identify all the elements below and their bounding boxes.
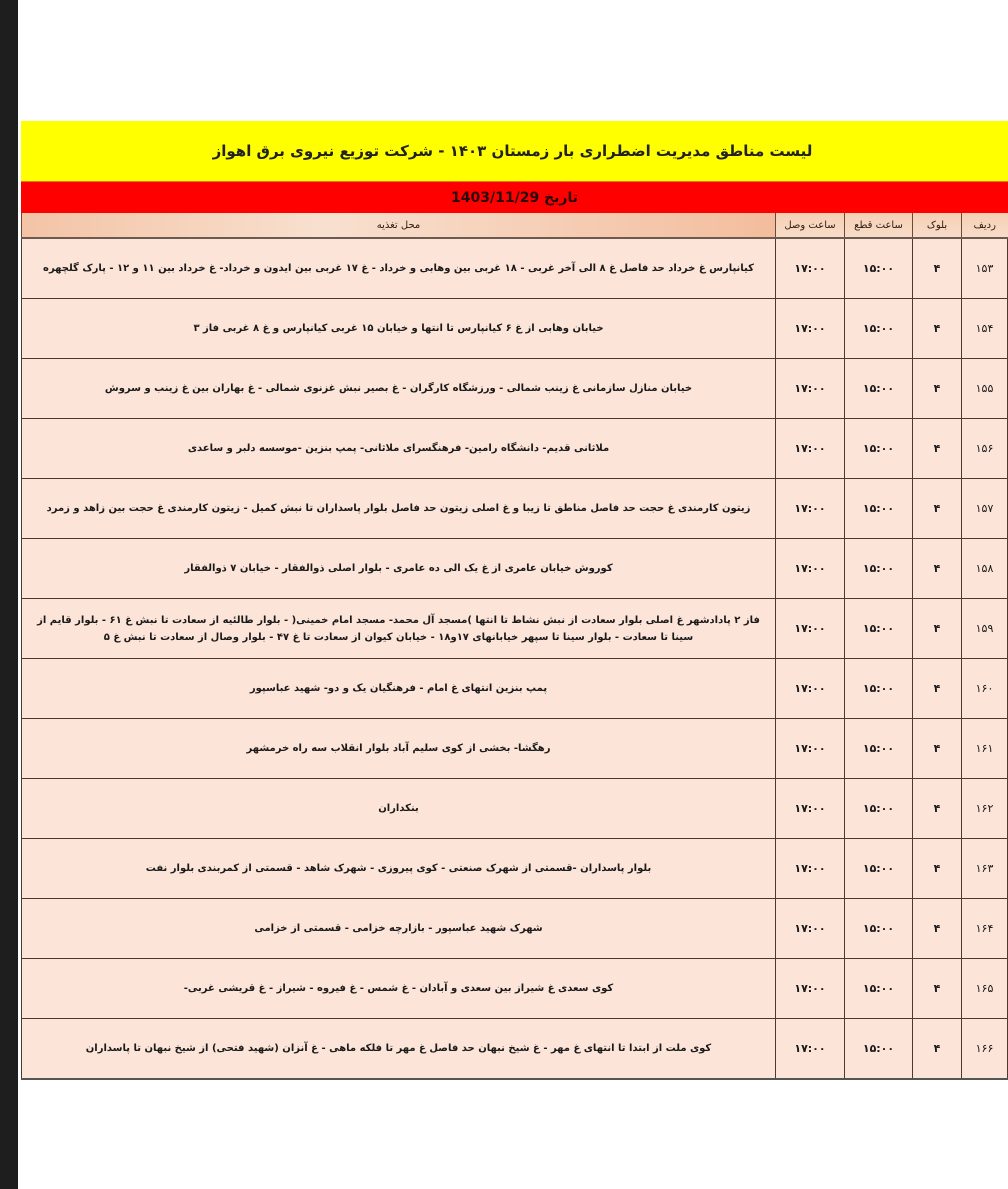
connect-time-cell: ۱۷:۰۰ xyxy=(776,659,845,719)
table-row xyxy=(22,1019,1008,1080)
location-cell: شهرک شهید عباسپور - بازارچه خزامی - قسمتی از خزامی xyxy=(22,899,776,959)
header-cut-time: ساعت قطع xyxy=(845,213,913,238)
header-row-number: ردیف xyxy=(962,213,1008,238)
location-cell: پمپ بنزین انتهای غ امام - فرهنگیان یک و دو- شهید عباسپور xyxy=(22,659,776,719)
location-cell: خیابان منازل سازمانی غ زینب شمالی - ورزشگاه کارگران - غ بصیر نبش غزنوی شمالی - غ بهاران بین غ زینب و سروش xyxy=(22,359,776,419)
cut-time-cell: ۱۵:۰۰ xyxy=(845,599,913,659)
cut-time-cell: ۱۵:۰۰ xyxy=(845,779,913,839)
row-number-cell: ۱۵۴ xyxy=(962,299,1008,359)
table-row xyxy=(22,299,1008,359)
location-cell: کیانپارس غ خرداد حد فاصل غ ۸ الی آخر غربی - ۱۸ غربی بین وهابی و خرداد - غ ۱۷ غربی بین ایدون و خرداد- غ خرداد بین ۱۱ و ۱۲ - پارک گلچهره xyxy=(22,238,776,299)
cut-time-cell: ۱۵:۰۰ xyxy=(845,719,913,779)
row-number-cell: ۱۵۶ xyxy=(962,419,1008,479)
outage-table xyxy=(21,213,1008,1080)
connect-time-cell: ۱۷:۰۰ xyxy=(776,238,845,299)
table-row xyxy=(22,659,1008,719)
table-row xyxy=(22,959,1008,1019)
block-cell: ۴ xyxy=(913,719,962,779)
connect-time-cell: ۱۷:۰۰ xyxy=(776,899,845,959)
block-cell: ۴ xyxy=(913,419,962,479)
block-cell: ۴ xyxy=(913,659,962,719)
connect-time-cell: ۱۷:۰۰ xyxy=(776,839,845,899)
location-cell: زیتون کارمندی غ حجت حد فاصل مناطق تا زیبا و غ اصلی زیتون حد فاصل بلوار پاسداران تا نبش کمیل - زیتون کارمندی غ حجت بین زاهد و زمرد xyxy=(22,479,776,539)
connect-time-cell: ۱۷:۰۰ xyxy=(776,779,845,839)
table-row xyxy=(22,479,1008,539)
table-row xyxy=(22,839,1008,899)
row-number-cell: ۱۶۰ xyxy=(962,659,1008,719)
cut-time-cell: ۱۵:۰۰ xyxy=(845,1019,913,1080)
connect-time-cell: ۱۷:۰۰ xyxy=(776,959,845,1019)
cut-time-cell: ۱۵:۰۰ xyxy=(845,659,913,719)
date-label: تاریخ 1403/11/29 xyxy=(451,189,578,206)
block-cell: ۴ xyxy=(913,1019,962,1080)
block-cell: ۴ xyxy=(913,359,962,419)
location-cell: بنکداران xyxy=(22,779,776,839)
row-number-cell: ۱۶۱ xyxy=(962,719,1008,779)
cut-time-cell: ۱۵:۰۰ xyxy=(845,419,913,479)
block-cell: ۴ xyxy=(913,599,962,659)
row-number-cell: ۱۵۳ xyxy=(962,238,1008,299)
cut-time-cell: ۱۵:۰۰ xyxy=(845,359,913,419)
block-cell: ۴ xyxy=(913,539,962,599)
location-cell: کوی سعدی غ شیراز بین سعدی و آبادان - غ شمس - غ فیروه - شیراز - غ قریشی غربی- xyxy=(22,959,776,1019)
location-cell: رهگشا- بخشی از کوی سلیم آباد بلوار انقلاب سه راه خرمشهر xyxy=(22,719,776,779)
header-location: محل تغذیه xyxy=(22,213,776,238)
row-number-cell: ۱۶۴ xyxy=(962,899,1008,959)
location-cell: خیابان وهابی از غ ۶ کیانپارس تا انتها و خیابان ۱۵ غربی کیانپارس و غ ۸ غربی فاز ۳ xyxy=(22,299,776,359)
row-number-cell: ۱۵۹ xyxy=(962,599,1008,659)
location-cell: بلوار پاسداران -قسمتی از شهرک صنعتی - کوی پیروزی - شهرک شاهد - قسمتی از کمربندی بلوار نفت xyxy=(22,839,776,899)
table-row xyxy=(22,899,1008,959)
row-number-cell: ۱۶۶ xyxy=(962,1019,1008,1080)
row-number-cell: ۱۶۵ xyxy=(962,959,1008,1019)
location-cell: ملاثانی قدیم- دانشگاه رامین- فرهنگسرای ملاثانی- پمپ بنزین -موسسه دلبر و ساعدی xyxy=(22,419,776,479)
date-band xyxy=(21,181,1008,213)
cut-time-cell: ۱۵:۰۰ xyxy=(845,479,913,539)
location-cell: کوروش خیابان عامری از غ یک الی ده عامری - بلوار اصلی ذوالفقار - خیابان ۷ ذوالفقار xyxy=(22,539,776,599)
cut-time-cell: ۱۵:۰۰ xyxy=(845,839,913,899)
block-cell: ۴ xyxy=(913,839,962,899)
cut-time-cell: ۱۵:۰۰ xyxy=(845,299,913,359)
connect-time-cell: ۱۷:۰۰ xyxy=(776,719,845,779)
connect-time-cell: ۱۷:۰۰ xyxy=(776,479,845,539)
table-row xyxy=(22,779,1008,839)
page-title: لیست مناطق مدیریت اضطراری بار زمستان ۱۴۰۳ - شرکت توزیع نیروی برق اهواز xyxy=(212,142,813,160)
location-cell: کوی ملت از ابتدا تا انتهای غ مهر - غ شیخ نبهان حد فاصل غ مهر تا فلکه ماهی - غ آنزان (شهید فتحی) از شیخ نبهان تا پاسداران xyxy=(22,1019,776,1080)
header-block: بلوک xyxy=(913,213,962,238)
row-number-cell: ۱۵۸ xyxy=(962,539,1008,599)
cut-time-cell: ۱۵:۰۰ xyxy=(845,539,913,599)
block-cell: ۴ xyxy=(913,779,962,839)
table-header-row xyxy=(22,213,1008,238)
block-cell: ۴ xyxy=(913,299,962,359)
connect-time-cell: ۱۷:۰۰ xyxy=(776,599,845,659)
block-cell: ۴ xyxy=(913,899,962,959)
connect-time-cell: ۱۷:۰۰ xyxy=(776,419,845,479)
block-cell: ۴ xyxy=(913,479,962,539)
cut-time-cell: ۱۵:۰۰ xyxy=(845,899,913,959)
connect-time-cell: ۱۷:۰۰ xyxy=(776,359,845,419)
table-row xyxy=(22,539,1008,599)
cut-time-cell: ۱۵:۰۰ xyxy=(845,238,913,299)
table-row xyxy=(22,238,1008,299)
connect-time-cell: ۱۷:۰۰ xyxy=(776,539,845,599)
table-row xyxy=(22,599,1008,659)
row-number-cell: ۱۵۵ xyxy=(962,359,1008,419)
location-cell: فاز ۲ پادادشهر غ اصلی بلوار سعادت از نبش نشاط تا انتها )مسجد آل محمد- مسجد امام خمینی( - بلوار طالئیه از سعادت تا نبش غ ۶۱ - بلوار قایم از سینا تا سعادت - بلوار سینا تا سپهر خیابانهای ۱۷و۱۸ - خیابان کیوان از سعادت تا غ ۴۷ - بلوار وصال از سعادت تا نبش غ ۵ xyxy=(22,599,776,659)
cut-time-cell: ۱۵:۰۰ xyxy=(845,959,913,1019)
connect-time-cell: ۱۷:۰۰ xyxy=(776,299,845,359)
table-row xyxy=(22,359,1008,419)
table-row xyxy=(22,719,1008,779)
header-connect-time: ساعت وصل xyxy=(776,213,845,238)
row-number-cell: ۱۵۷ xyxy=(962,479,1008,539)
title-band xyxy=(21,121,1008,181)
connect-time-cell: ۱۷:۰۰ xyxy=(776,1019,845,1080)
row-number-cell: ۱۶۳ xyxy=(962,839,1008,899)
outage-schedule-sheet xyxy=(21,121,1008,1080)
row-number-cell: ۱۶۲ xyxy=(962,779,1008,839)
table-row xyxy=(22,419,1008,479)
block-cell: ۴ xyxy=(913,959,962,1019)
block-cell: ۴ xyxy=(913,238,962,299)
left-dark-strip xyxy=(0,0,18,1189)
